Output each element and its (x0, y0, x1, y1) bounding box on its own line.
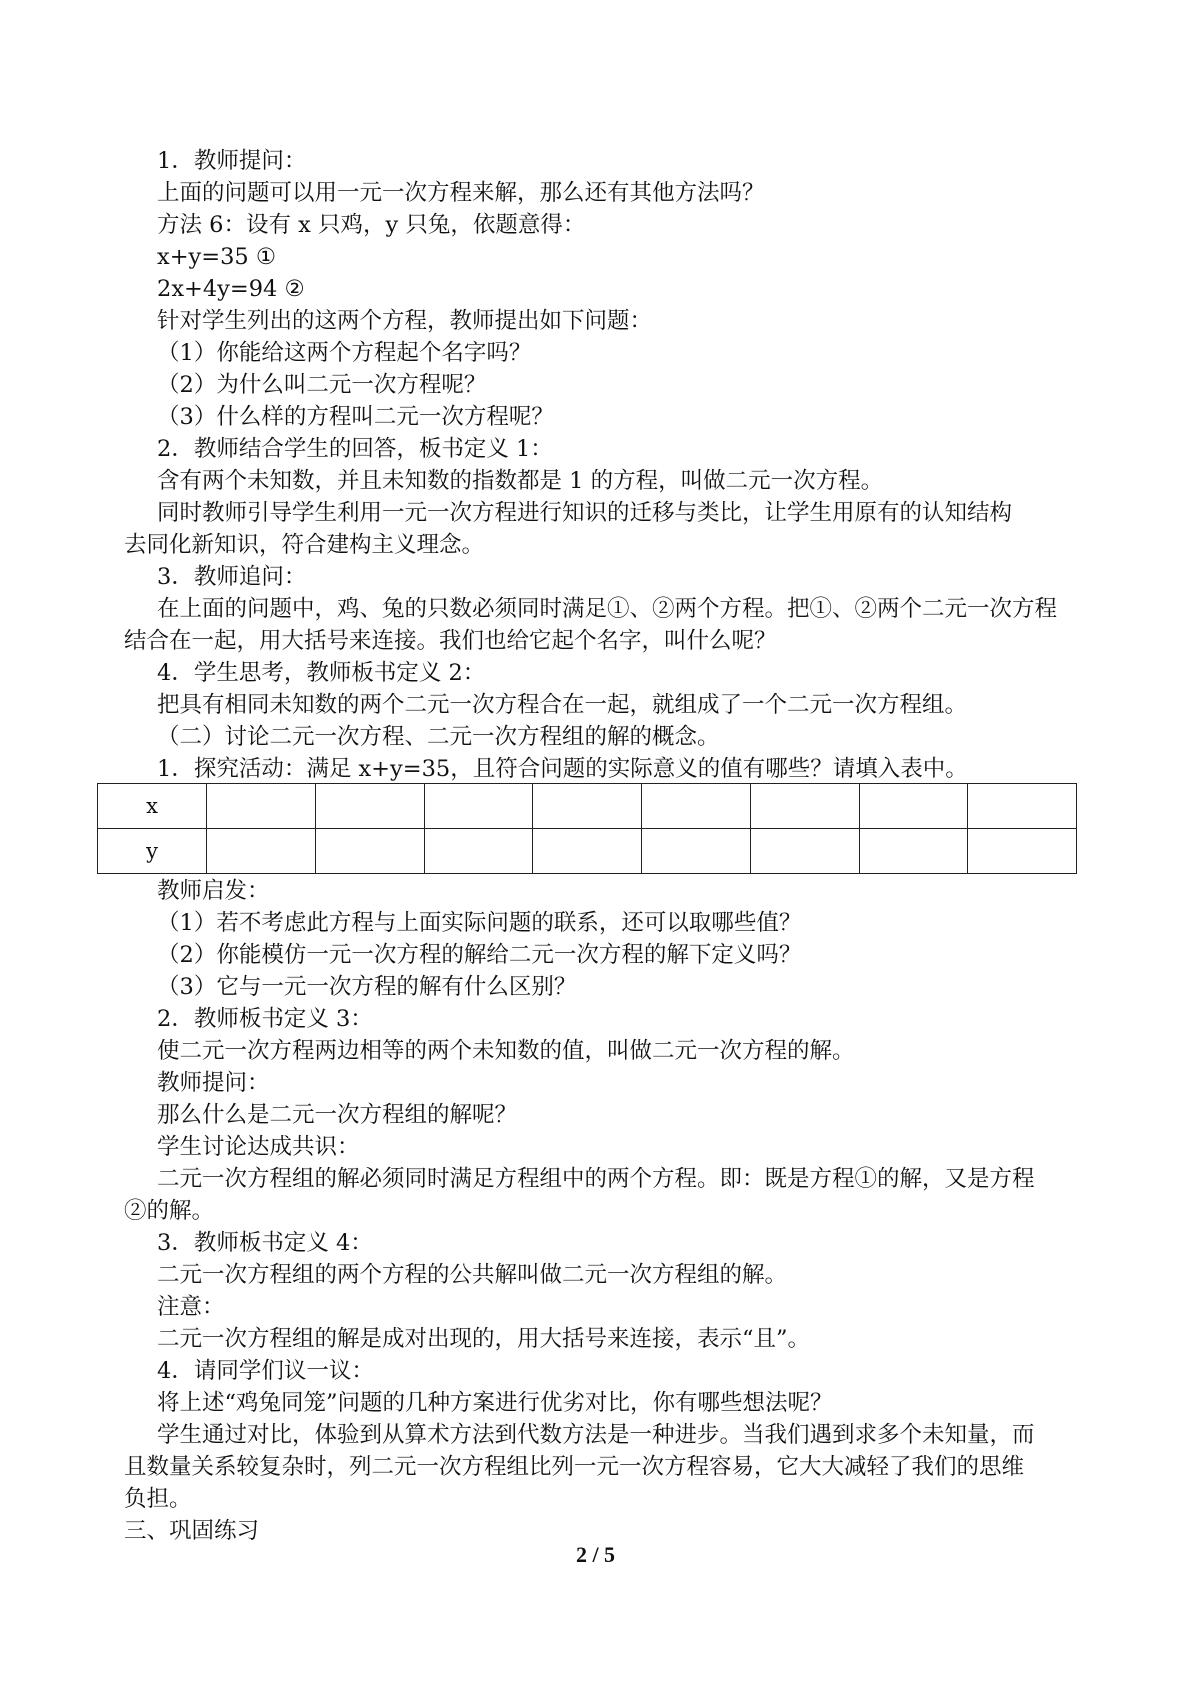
definition-4: 二元一次方程组的两个方程的公共解叫做二元一次方程组的解。 (157, 1262, 788, 1288)
paragraph-line: 2．教师板书定义 3： (157, 1006, 373, 1032)
paragraph-line: 4．请同学们议一议： (157, 1358, 374, 1384)
paragraph-line: 学生讨论达成共识： (157, 1134, 360, 1160)
section-heading: 三、巩固练习 (124, 1518, 260, 1544)
paragraph-line: 那么什么是二元一次方程组的解呢？ (157, 1102, 518, 1128)
table-cell[interactable] (968, 829, 1077, 874)
paragraph-line: 4．学生思考，教师板书定义 2： (157, 660, 486, 686)
definition-3: 使二元一次方程两边相等的两个未知数的值，叫做二元一次方程的解。 (157, 1038, 855, 1064)
question-item: （3）什么样的方程叫二元一次方程呢？ (157, 404, 554, 430)
table-cell[interactable] (424, 784, 533, 829)
paragraph-line: ②的解。 (124, 1198, 215, 1224)
paragraph-line: 且数量关系较复杂时，列二元一次方程组比列一元一次方程容易，它大大减轻了我们的思维 (124, 1454, 1025, 1480)
question-item: （2）为什么叫二元一次方程呢？ (157, 372, 487, 398)
paragraph-line: 将上述“鸡兔同笼”问题的几种方案进行优劣对比，你有哪些想法呢？ (157, 1390, 833, 1416)
paragraph-line: 结合在一起，用大括号来连接。我们也给它起个名字，叫什么呢？ (124, 628, 777, 654)
question-item: （1）你能给这两个方程起个名字吗？ (157, 340, 532, 366)
paragraph-line: 负担。 (124, 1486, 192, 1512)
table-row (98, 829, 1077, 874)
paragraph-line: 方法 6：设有 x 只鸡，y 只兔，依题意得： (157, 212, 586, 238)
paragraph-line: 上面的问题可以用一元一次方程来解，那么还有其他方法吗？ (157, 180, 765, 206)
paragraph-line: 去同化新知识，符合建构主义理念。 (124, 532, 485, 558)
paragraph-line: 在上面的问题中，鸡、兔的只数必须同时满足①、②两个方程。把①、②两个二元一次方程 (157, 596, 1058, 622)
paragraph-line: 3．教师板书定义 4： (157, 1230, 373, 1256)
paragraph-line: 学生通过对比，体验到从算术方法到代数方法是一种进步。当我们遇到求多个未知量，而 (157, 1422, 1035, 1448)
paragraph-line: 针对学生列出的这两个方程，教师提出如下问题： (157, 308, 653, 334)
fill-in-table (97, 783, 1077, 874)
table-cell[interactable] (533, 784, 642, 829)
equation-1: x+y=35 ① (157, 244, 277, 270)
question-item: （1）若不考虑此方程与上面实际问题的联系，还可以取哪些值？ (157, 910, 802, 936)
section-heading: （二）讨论二元一次方程、二元一次方程组的解的概念。 (157, 724, 720, 750)
table-cell[interactable] (859, 784, 968, 829)
paragraph-line: 同时教师引导学生利用一元一次方程进行知识的迁移与类比，让学生用原有的认知结构 (157, 500, 1013, 526)
paragraph-line: 教师启发： (157, 878, 270, 904)
table-cell[interactable] (533, 829, 642, 874)
question-item: （3）它与一元一次方程的解有什么区别？ (157, 974, 577, 1000)
question-item: （2）你能模仿一元一次方程的解给二元一次方程的解下定义吗？ (157, 942, 802, 968)
table-cell[interactable] (859, 829, 968, 874)
table-cell[interactable] (207, 784, 316, 829)
table-cell[interactable] (315, 784, 424, 829)
paragraph-line: 2．教师结合学生的回答，板书定义 1： (157, 436, 553, 462)
definition-2: 把具有相同未知数的两个二元一次方程合在一起，就组成了一个二元一次方程组。 (157, 692, 968, 718)
table-row (98, 784, 1077, 829)
paragraph-line: 注意： (157, 1294, 225, 1320)
table-cell[interactable] (315, 829, 424, 874)
table-cell[interactable] (207, 829, 316, 874)
paragraph-line: 二元一次方程组的解必须同时满足方程组中的两个方程。即：既是方程①的解，又是方程 (157, 1166, 1035, 1192)
table-cell[interactable] (750, 784, 859, 829)
table-cell[interactable] (968, 784, 1077, 829)
table-cell[interactable] (642, 829, 751, 874)
row-label-y: y (98, 829, 207, 874)
table-cell[interactable] (642, 784, 751, 829)
paragraph-line: 教师提问： (157, 1070, 270, 1096)
definition-1: 含有两个未知数，并且未知数的指数都是 1 的方程，叫做二元一次方程。 (157, 468, 884, 494)
table-cell[interactable] (424, 829, 533, 874)
table-cell[interactable] (750, 829, 859, 874)
paragraph-line: 1．教师提问： (157, 148, 307, 174)
paragraph-line: 1．探究活动：满足 x+y=35，且符合问题的实际意义的值有哪些？请填入表中。 (157, 756, 968, 782)
paragraph-line: 3．教师追问： (157, 564, 307, 590)
equation-2: 2x+4y=94 ② (157, 276, 305, 302)
page-number: 2 / 5 (575, 1542, 616, 1567)
row-label-x: x (98, 784, 207, 829)
paragraph-line: 二元一次方程组的解是成对出现的，用大括号来连接，表示“且”。 (157, 1326, 811, 1352)
